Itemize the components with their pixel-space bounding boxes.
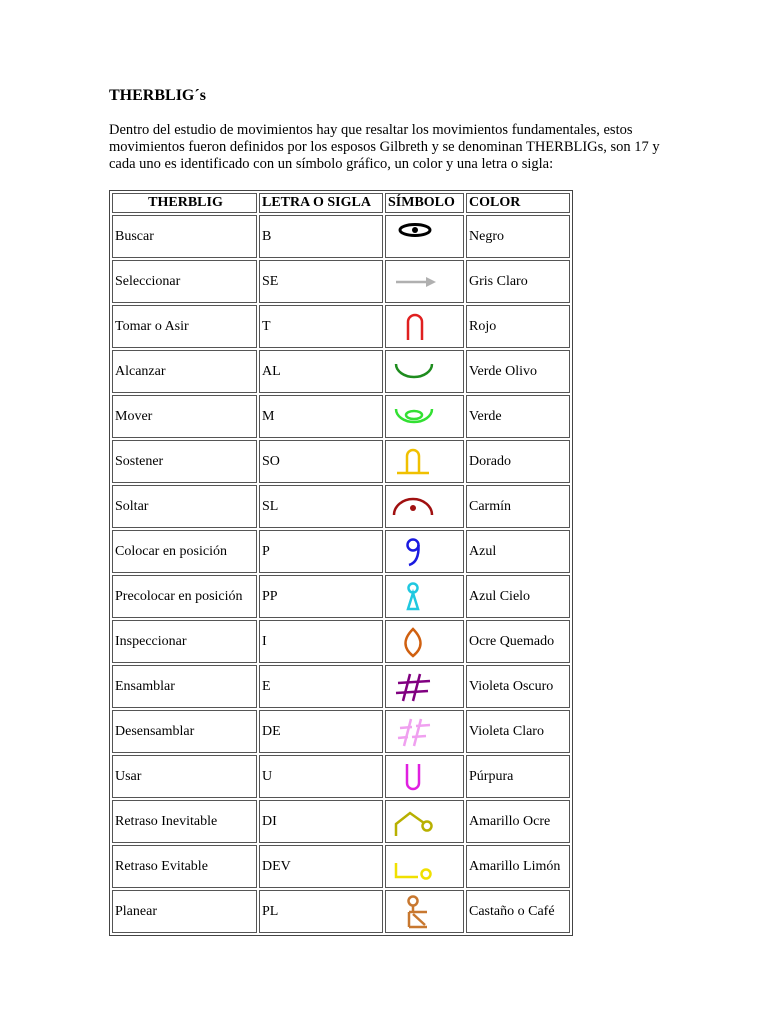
therblig-symbol-cell	[385, 665, 464, 708]
therblig-color: Carmín	[466, 485, 570, 528]
therblig-symbol-cell	[385, 620, 464, 663]
therblig-color: Dorado	[466, 440, 570, 483]
therblig-name: Soltar	[112, 485, 257, 528]
therblig-symbol-cell	[385, 305, 464, 348]
thinker-icon	[392, 892, 438, 932]
table-row	[112, 305, 570, 348]
therblig-name: Retraso Inevitable	[112, 800, 257, 843]
table-row	[112, 530, 570, 573]
therblig-symbol-cell	[385, 350, 464, 393]
therblig-letter: SL	[259, 485, 383, 528]
eye-icon	[392, 217, 438, 257]
therblig-letter: AL	[259, 350, 383, 393]
arrow-right-icon	[392, 262, 438, 302]
therblig-symbol-cell	[385, 755, 464, 798]
therblig-name: Usar	[112, 755, 257, 798]
inverted-u-icon	[392, 307, 438, 347]
therblig-name: Ensamblar	[112, 665, 257, 708]
header-letter: LETRA O SIGLA	[259, 193, 383, 213]
therblig-color: Castaño o Café	[466, 890, 570, 933]
header-color: COLOR	[466, 193, 570, 213]
therblig-letter: I	[259, 620, 383, 663]
therblig-symbol-cell	[385, 260, 464, 303]
table-row	[112, 350, 570, 393]
table-row	[112, 260, 570, 303]
u-icon	[392, 757, 438, 797]
therblig-color: Azul	[466, 530, 570, 573]
therblig-name: Desensamblar	[112, 710, 257, 753]
table-row	[112, 620, 570, 663]
therblig-letter: SO	[259, 440, 383, 483]
therblig-symbol-cell	[385, 710, 464, 753]
table-row	[112, 710, 570, 753]
therblig-name: Tomar o Asir	[112, 305, 257, 348]
nine-icon	[392, 532, 438, 572]
therblig-color: Verde Olivo	[466, 350, 570, 393]
therblig-letter: M	[259, 395, 383, 438]
therblig-letter: B	[259, 215, 383, 258]
bowling-pin-icon	[392, 577, 438, 617]
therblig-name: Alcanzar	[112, 350, 257, 393]
therblig-letter: PL	[259, 890, 383, 933]
intro-paragraph: Dentro del estudio de movimientos hay que resaltar los movimientos fundamentales, estos movimientos fueron definidos por los esposos Gilbreth y se denominan THERBLIGs, son 17 y cada uno es identificado con un símbolo gráfico, un color y una letra o sigla:	[109, 122, 660, 172]
therblig-name: Buscar	[112, 215, 257, 258]
table-row	[112, 890, 570, 933]
loaded-cup-icon	[392, 397, 438, 437]
broken-hash-icon	[392, 712, 438, 752]
therblig-color: Violeta Oscuro	[466, 665, 570, 708]
therblig-color: Gris Claro	[466, 260, 570, 303]
table-row	[112, 440, 570, 483]
therblig-letter: P	[259, 530, 383, 573]
therblig-symbol-cell	[385, 485, 464, 528]
cup-icon	[392, 352, 438, 392]
therblig-color: Violeta Claro	[466, 710, 570, 753]
therblig-color: Verde	[466, 395, 570, 438]
therblig-name: Retraso Evitable	[112, 845, 257, 888]
therblig-color: Azul Cielo	[466, 575, 570, 618]
therblig-name: Mover	[112, 395, 257, 438]
table-row	[112, 215, 570, 258]
therblig-color: Ocre Quemado	[466, 620, 570, 663]
therblig-symbol-cell	[385, 395, 464, 438]
therblig-letter: PP	[259, 575, 383, 618]
lens-icon	[392, 622, 438, 662]
therblig-letter: DI	[259, 800, 383, 843]
therblig-color: Amarillo Limón	[466, 845, 570, 888]
therblig-table	[109, 190, 573, 936]
therblig-symbol-cell	[385, 575, 464, 618]
table-row	[112, 395, 570, 438]
therblig-letter: DE	[259, 710, 383, 753]
person-bumping-icon	[392, 802, 438, 842]
table-row	[112, 755, 570, 798]
therblig-color: Negro	[466, 215, 570, 258]
table-row	[112, 845, 570, 888]
therblig-name: Inspeccionar	[112, 620, 257, 663]
header-therblig: THERBLIG	[112, 193, 257, 213]
table-row	[112, 800, 570, 843]
table-row	[112, 665, 570, 708]
table-row	[112, 575, 570, 618]
therblig-symbol-cell	[385, 890, 464, 933]
magnet-icon	[392, 442, 438, 482]
therblig-letter: U	[259, 755, 383, 798]
therblig-name: Sostener	[112, 440, 257, 483]
person-lying-icon	[392, 847, 438, 887]
therblig-name: Seleccionar	[112, 260, 257, 303]
therblig-symbol-cell	[385, 440, 464, 483]
therblig-color: Amarillo Ocre	[466, 800, 570, 843]
therblig-name: Colocar en posición	[112, 530, 257, 573]
hash-icon	[392, 667, 438, 707]
therblig-letter: E	[259, 665, 383, 708]
therblig-color: Rojo	[466, 305, 570, 348]
therblig-name: Planear	[112, 890, 257, 933]
therblig-symbol-cell	[385, 800, 464, 843]
header-symbol: SÍMBOLO	[385, 193, 464, 213]
therblig-symbol-cell	[385, 215, 464, 258]
therblig-letter: SE	[259, 260, 383, 303]
page-title: THERBLIG´s	[109, 87, 206, 104]
therblig-symbol-cell	[385, 530, 464, 573]
therblig-letter: T	[259, 305, 383, 348]
dropped-cup-icon	[392, 487, 438, 527]
therblig-symbol-cell	[385, 845, 464, 888]
therblig-color: Púrpura	[466, 755, 570, 798]
therblig-name: Precolocar en posición	[112, 575, 257, 618]
therblig-letter: DEV	[259, 845, 383, 888]
table-header-row	[112, 193, 570, 213]
table-row	[112, 485, 570, 528]
